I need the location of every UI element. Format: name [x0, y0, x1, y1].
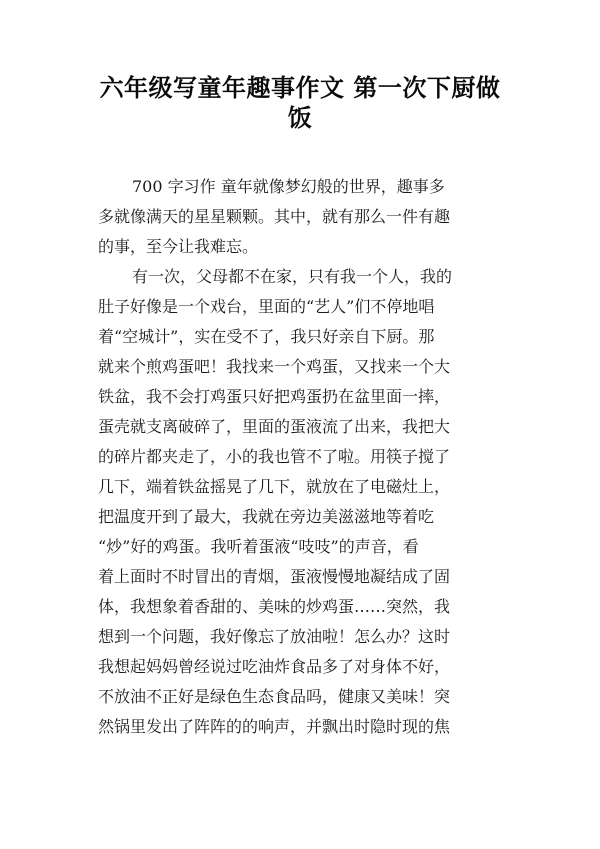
- paragraph-2-line: 我想起妈妈曾经说过吃油炸食品多了对身体不好，: [98, 657, 451, 676]
- paragraph-2-line: 着上面时不时冒出的青烟，蛋液慢慢地凝结成了固: [98, 567, 451, 586]
- paragraph-2-line: 想到一个问题，我好像忘了放油啦！怎么办？这时: [98, 627, 451, 646]
- paragraph-2-line: 几下，端着铁盆摇晃了几下，就放在了电磁灶上，: [98, 477, 451, 496]
- paragraph-2-line: 铁盆，我不会打鸡蛋只好把鸡蛋扔在盆里面一摔，: [98, 387, 451, 406]
- paragraph-2-line: “炒”好的鸡蛋。我听着蛋液“吱吱”的声音，看: [98, 537, 419, 556]
- paragraph-2-line: 蛋壳就支离破碎了，里面的蛋液流了出来，我把大: [98, 417, 451, 436]
- paragraph-2-line: 体，我想象着香甜的、美味的炒鸡蛋……突然，我: [98, 597, 451, 616]
- paragraph-2-line: 就来个煎鸡蛋吧！我找来一个鸡蛋，又找来一个大: [98, 357, 451, 376]
- paragraph-1-line: 700 字习作 童年就像梦幻般的世界，趣事多: [132, 177, 445, 196]
- paragraph-2-line: 把温度开到了最大，我就在旁边美滋滋地等着吃: [98, 507, 435, 526]
- paragraph-2-line: 着“空城计”，实在受不了，我只好亲自下厨。那: [98, 327, 435, 346]
- title-line-1: 六年级写童年趣事作文 第一次下厨做: [99, 74, 501, 102]
- title-line-2: 饭: [287, 104, 313, 132]
- paragraph-2-line: 然锅里发出了阵阵的的响声，并飘出时隐时现的焦: [98, 717, 451, 736]
- paragraph-2-line: 有一次，父母都不在家，只有我一个人，我的: [132, 267, 453, 286]
- paragraph-2-line: 的碎片都夹走了，小的我也管不了啦。用筷子搅了: [98, 447, 451, 466]
- page-title: [90, 72, 510, 132]
- article-body: [98, 172, 501, 742]
- paragraph-2-line: 不放油不正好是绿色生态食品吗，健康又美味！突: [98, 687, 451, 706]
- paragraph-2-line: 肚子好像是一个戏台，里面的“艺人”们不停地唱: [98, 297, 435, 316]
- paragraph-1-line: 多就像满天的星星颗颗。其中，就有那么一件有趣: [98, 207, 451, 226]
- paragraph-1-line: 的事，至今让我难忘。: [98, 237, 259, 256]
